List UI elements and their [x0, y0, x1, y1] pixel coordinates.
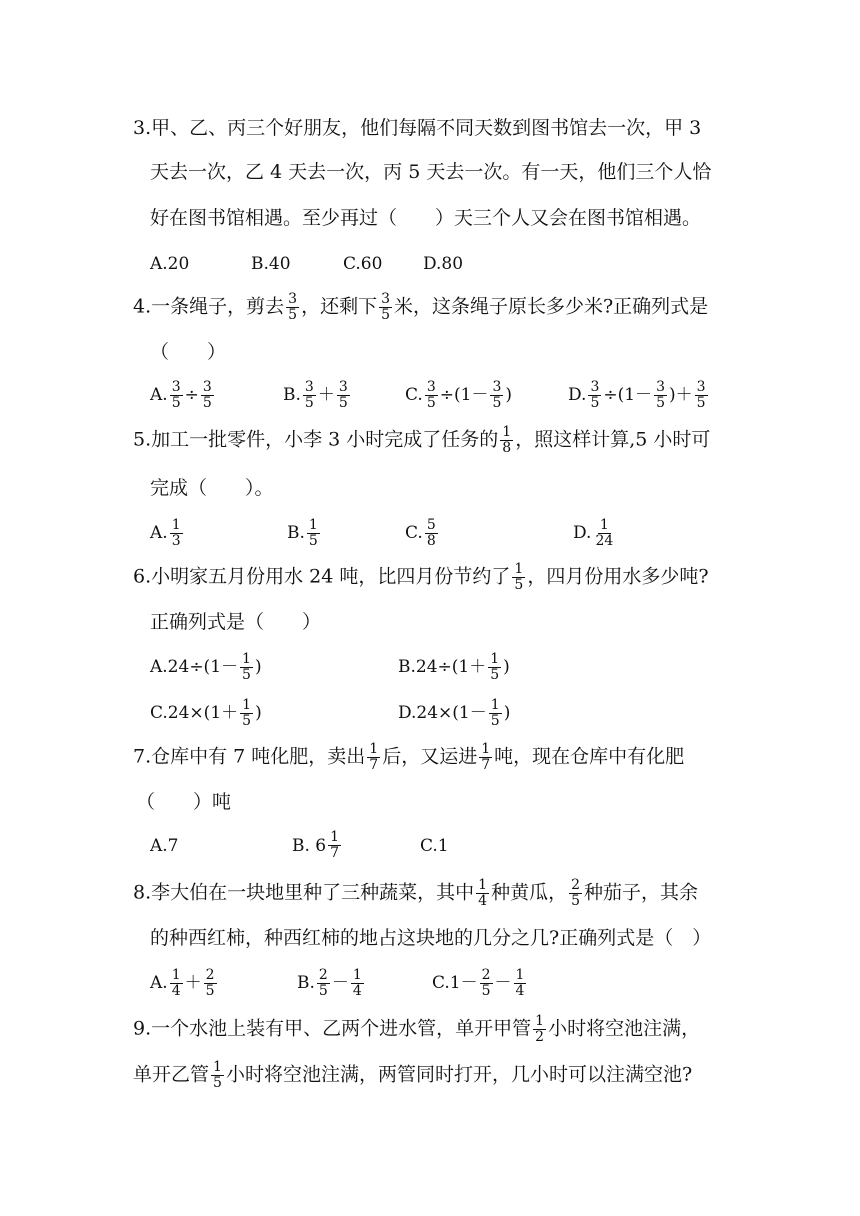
q7-option-c: C.1 — [420, 836, 449, 856]
q7-option-b: B. 6 $\frac{1}{7}$ — [292, 829, 340, 861]
fraction: $\frac{1}{2}$ — [535, 1013, 545, 1045]
fraction: $\frac{1}{4}$ — [478, 877, 488, 909]
q5-option-a: A. $\frac{1}{3}$ — [150, 517, 181, 549]
q5-option-c: C. $\frac{5}{8}$ — [405, 517, 436, 549]
q9-line1: 9.一个水池上装有甲、乙两个进水管，单开甲管 $\frac{1}{2}$ 小时将空池注满， — [133, 1013, 701, 1045]
q7-option-a: A.7 — [150, 836, 179, 856]
fraction: $\frac{1}{7}$ — [481, 741, 491, 773]
q3-line2: 天去一次，乙 4 天去一次，丙 5 天去一次。有一天，他们三个人恰 — [150, 161, 712, 183]
q4-text-post: 米，这条绳子原长多少米?正确列式是 — [394, 295, 709, 318]
q3-option-a: A.20 — [150, 254, 190, 274]
q3-option-b: B.40 — [251, 254, 291, 274]
q7-line2: （ ）吨 — [136, 791, 232, 813]
q6-option-a: A.24÷(1－ $\frac{1}{5}$ ) — [150, 651, 262, 683]
fraction: $\frac{1}{7}$ — [369, 741, 379, 773]
q9-line2: 单开乙管 $\frac{1}{5}$ 小时将空池注满，两管同时打开，几小时可以注满空池? — [133, 1059, 693, 1091]
q4-paren: （ ） — [150, 341, 227, 363]
q5-option-d: D. $\frac{1}{24}$ — [573, 517, 614, 549]
fraction: $\frac{1}{8}$ — [502, 424, 512, 456]
q8-line1: 8.李大伯在一块地里种了三种蔬菜，其中 $\frac{1}{4}$ 种黄瓜， $\frac{2}{5}$ 种茄子，其余 — [133, 877, 699, 909]
q6-option-d: D.24×(1－ $\frac{1}{5}$ ) — [398, 697, 511, 729]
q6-option-c: C.24×(1＋ $\frac{1}{5}$ ) — [150, 697, 262, 729]
fraction: $\frac{1}{5}$ — [514, 561, 524, 593]
q7-line1: 7.仓库中有 7 吨化肥，卖出 $\frac{1}{7}$ 后，又运进 $\frac{1}{7}$ 吨，现在仓库中有化肥 — [133, 741, 685, 773]
fraction: $\frac{3}{5}$ — [288, 291, 298, 323]
q4-option-a: A. $\frac{3}{5}$ ÷ $\frac{3}{5}$ — [150, 379, 212, 411]
q4-text-pre: 4.一条绳子，剪去 — [133, 295, 285, 318]
q6-line2: 正确列式是（ ） — [150, 611, 322, 633]
q3-line1: 3.甲、乙、丙三个好朋友，他们每隔不同天数到图书馆去一次，甲 3 — [133, 117, 702, 139]
q8-option-a: A. $\frac{1}{4}$ ＋ $\frac{2}{5}$ — [150, 967, 215, 999]
q8-option-c: C.1－ $\frac{2}{5}$ － $\frac{1}{4}$ — [432, 967, 525, 999]
q4-line1 — [133, 292, 708, 323]
q4-option-c: C. $\frac{3}{5}$ ÷(1－ $\frac{3}{5}$ ) — [405, 379, 512, 411]
q5-option-b: B. $\frac{1}{5}$ — [287, 517, 318, 549]
q5-line1: 5.加工一批零件，小李 3 小时完成了任务的 $\frac{1}{8}$ ，照这样计算,5 小时可 — [133, 424, 711, 456]
q3-line3: 好在图书馆相遇。至少再过（ ）天三个人又会在图书馆相遇。 — [150, 207, 702, 229]
fraction: $\frac{3}{5}$ — [381, 291, 390, 323]
q6-line1: 6.小明家五月份用水 24 吨，比四月份节约了 $\frac{1}{5}$ ，四月份用水多少吨? — [133, 561, 709, 593]
q3-option-d: D.80 — [423, 254, 464, 274]
q4-option-b: B. $\frac{3}{5}$ ＋ $\frac{3}{5}$ — [283, 379, 348, 411]
q6-option-b: B.24÷(1＋ $\frac{1}{5}$ ) — [398, 651, 510, 683]
q8-option-b: B. $\frac{2}{5}$ － $\frac{1}{4}$ — [297, 967, 362, 999]
fraction: $\frac{2}{5}$ — [571, 877, 580, 909]
q4-option-d: D. $\frac{3}{5}$ ÷(1－ $\frac{3}{5}$ )＋ $\frac{3}{5}$ — [568, 379, 706, 411]
q5-line2: 完成（ ）。 — [150, 477, 274, 499]
q3-option-c: C.60 — [343, 254, 383, 274]
q4-text-mid: ，还剩下 — [301, 295, 378, 318]
q8-line2: 的种西红柿，种西红柿的地占这块地的几分之几?正确列式是（ ） — [150, 927, 712, 949]
fraction: $\frac{1}{5}$ — [213, 1059, 222, 1091]
